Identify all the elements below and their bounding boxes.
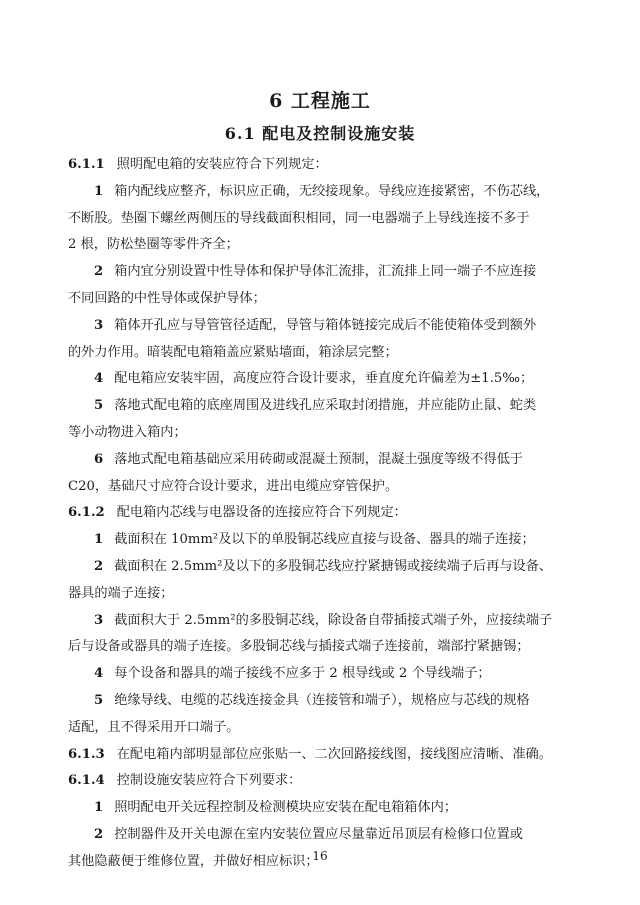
item-number: 1: [94, 183, 104, 199]
continuation-line: [68, 206, 573, 233]
continuation-line: [68, 715, 573, 742]
chapter-title: 6 工程施工: [269, 90, 371, 112]
body-text: [68, 152, 573, 876]
item-number: 4: [94, 666, 104, 682]
section-title: 6.1 配电及控制设施安装: [224, 124, 416, 143]
clause-number: 6.1.3: [68, 746, 105, 762]
clause-number: 6.1.1: [68, 157, 105, 172]
item-number: 5: [94, 692, 104, 708]
item-number: 3: [94, 317, 104, 333]
line-text: 的外力作用。暗装配电箱箱盖应紧贴墙面，箱涂层完整；: [68, 344, 398, 360]
list-item-line: [68, 795, 573, 822]
item-number: 2: [94, 264, 104, 280]
list-item-line: [68, 822, 573, 849]
item-number: 3: [94, 612, 104, 628]
line-text: 截面积大于 2.5mm²的多股铜芯线，除设备自带插接式端子外，应接续端子: [114, 612, 553, 628]
line-text: 控制器件及开关电源在室内安装位置应尽量靠近吊顶层有检修口位置或: [114, 826, 523, 842]
line-text: 箱内宜分别设置中性导体和保护导体汇流排，汇流排上同一端子不应连接: [114, 264, 537, 280]
clause-number: 6.1.4: [68, 773, 105, 789]
line-text: 配电箱内芯线与电器设备的连接应符合下列规定：: [116, 505, 407, 521]
line-text: 在配电箱内部明显部位应张贴一、二次回路接线图，接线图应清晰、准确。: [116, 746, 552, 762]
line-text: 落地式配电箱的底座周围及进线孔应采取封闭措施，并应能防止鼠、蛇类: [114, 398, 537, 414]
line-text: 等小动物进入箱内；: [68, 424, 187, 440]
continuation-line: [68, 634, 573, 661]
line-text: 箱体开孔应与导管管径适配，导管与箱体链接完成后不能使箱体受到额外: [114, 317, 537, 333]
clause-number: 6.1.2: [68, 505, 105, 521]
continuation-line: [68, 286, 573, 313]
list-item-line: [68, 393, 573, 420]
continuation-line: [68, 340, 573, 367]
list-item-line: [68, 527, 573, 554]
list-item-line: [68, 608, 573, 635]
line-text: 箱内配线应整齐，标识应正确，无绞接现象。导线应连接紧密，不伤芯线，: [114, 183, 550, 199]
list-item-line: [68, 661, 573, 688]
list-item-line: [68, 447, 573, 474]
clause-line: [68, 152, 573, 179]
list-item-line: [68, 259, 573, 286]
continuation-line: [68, 232, 573, 259]
line-text: 照明配电开关远程控制及检测模块应安装在配电箱箱体内；: [114, 800, 458, 816]
clause-line: [68, 768, 573, 795]
line-text: 器具的端子连接；: [68, 585, 174, 601]
item-number: 6: [94, 451, 104, 467]
list-item-line: [68, 366, 573, 393]
line-text: 落地式配电箱基础应采用砖砌或混凝土预制，混凝土强度等级不得低于: [114, 451, 523, 467]
line-text: 后与设备或器具的端子连接。多股铜芯线与插接式端子连接前，端部拧紧搪锡；: [68, 639, 530, 655]
list-item-line: [68, 688, 573, 715]
clause-line: [68, 742, 573, 769]
line-text: 照明配电箱的安装应符合下列规定：: [116, 157, 328, 172]
clause-line: [68, 500, 573, 527]
item-number: 1: [94, 532, 104, 548]
list-item-line: [68, 554, 573, 581]
line-text: 控制设施安装应符合下列要求：: [116, 773, 302, 789]
continuation-line: [68, 474, 573, 501]
line-text: 其他隐蔽便于维修位置，并做好相应标识；: [68, 853, 319, 869]
line-text: 不断股。垫圈下螺丝两侧压的导线截面积相同，同一电器端子上导线连接不多于: [68, 210, 530, 226]
list-item-line: [68, 313, 573, 340]
item-number: 2: [94, 826, 104, 842]
line-text: 适配，且不得采用开口端子。: [68, 719, 240, 735]
item-number: 4: [94, 371, 104, 387]
line-text: 绝缘导线、电缆的芯线连接金具（连接管和端子），规格应与芯线的规格: [114, 692, 530, 708]
item-number: 2: [94, 558, 104, 574]
line-text: 2 根，防松垫圈等零件齐全；: [68, 237, 239, 253]
item-number: 5: [94, 398, 104, 414]
item-number: 1: [94, 800, 104, 816]
line-text: 截面积在 2.5mm²及以下的多股铜芯线应拧紧搪锡或接续端子后再与设备、: [114, 558, 553, 574]
list-item-line: [68, 179, 573, 206]
line-text: 每个设备和器具的端子接线不应多于 2 根导线或 2 个导线端子；: [114, 666, 491, 682]
line-text: 不同回路的中性导体或保护导体；: [68, 290, 266, 306]
line-text: 截面积在 10mm²及以下的单股铜芯线应直接与设备、器具的端子连接；: [114, 532, 535, 548]
continuation-line: [68, 581, 573, 608]
line-text: 配电箱应安装牢固，高度应符合设计要求，垂直度允许偏差为±1.5‰；: [114, 371, 534, 387]
line-text: C20，基础尺寸应符合设计要求，进出电缆应穿管保护。: [68, 478, 399, 494]
continuation-line: [68, 420, 573, 447]
page-number: 16: [312, 849, 328, 863]
